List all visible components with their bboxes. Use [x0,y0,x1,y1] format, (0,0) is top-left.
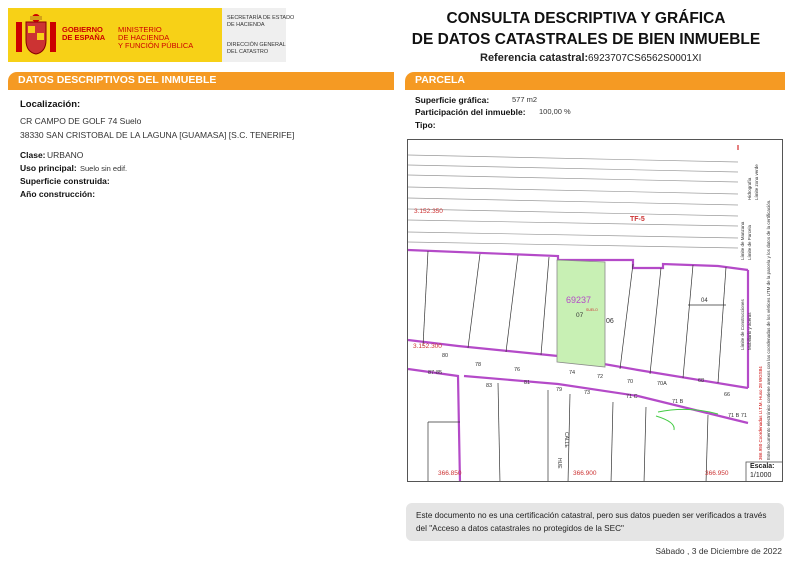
ref-value: 6923707CS6562S0001XI [588,53,702,64]
num-78: 78 [475,362,482,368]
parcel-06-label: 06 [606,318,614,325]
localizacion-label: Localización: [20,99,81,110]
direction-name: DIRECCIÓN GENERAL DEL CATASTRO [227,42,286,55]
section-underline [8,89,394,90]
sup-grafica-value: 577 m2 [512,95,538,104]
ref-label: Referencia catastral: [480,52,589,64]
legend-line-1: Límite de Manzana [740,221,745,260]
scale-label: Escala: [750,463,775,470]
sup-grafica-label: Superficie gráfica: [415,95,490,105]
scale-box [746,462,782,482]
legend-line-3: Límite de Construcciones [740,299,745,350]
coord-x-right: 366.950 [705,470,729,477]
road-label: TF-5 [630,216,645,223]
num-87-85: 87-85 [428,370,443,376]
participacion-label: Participación del inmueble: [415,107,526,117]
section-bar-inmueble: DATOS DESCRIPTIVOS DEL INMUEBLE [8,72,394,89]
page-title: CONSULTA DESCRIPTIVA Y GRÁFICA DE DATOS CATASTRALES DE BIEN INMUEBLE [411,10,761,48]
num-81: 81 [524,380,531,386]
document-date: Sábado , 3 de Diciembre de 2022 [655,546,782,556]
legend-line-4: Mobiliario y aceras [747,312,752,350]
num-71B71: 71 B 71 [728,413,747,419]
tipo-label: Tipo: [415,120,436,130]
coord-x-left: 366.850 [438,470,462,477]
anio-label: Año construcción: [20,189,96,199]
num-66: 66 [724,392,731,398]
coord-x-mid: 366.900 [573,470,597,477]
num-79: 79 [556,387,563,393]
num-71C: 71 C [626,394,638,400]
num-70: 70 [627,379,634,385]
num-70A: 70A [657,381,667,387]
num-80: 80 [442,353,449,359]
address-line1: CR CAMPO DE GOLF 74 Suelo [20,116,142,126]
parcel-main-label: 69237 [566,295,592,305]
ministry-name: MINISTERIO DE HACIENDA Y FUNCIÓN PÚBLICA [118,25,194,50]
coord-y-top: 3.152.350 [414,208,443,215]
participacion-value: 100,00 % [539,107,571,116]
address-line2: 38330 SAN CRISTOBAL DE LA LAGUNA [GUAMASA] [S.C. TENERIFE] [20,130,295,140]
cadastral-map [407,139,783,482]
num-73: 73 [584,390,591,396]
legend-line-5: Límite zona verde [754,164,759,200]
legend-line-6: Hidrografía [747,177,752,200]
sup-construida-label: Superficie construida: [20,176,110,186]
disclaimer-notice: Este documento no es una certificación catastral, pero sus datos pueden ser verificados a través del "Acceso a datos catastrales no protegidos de la SEC" [406,503,784,541]
side-note: 366.950 Coordenadas U.T.M. Huso 28 WGS84 [758,366,763,460]
num-83: 83 [486,383,493,389]
num-76: 76 [514,367,521,373]
parcel-04-label: 04 [701,298,708,304]
section-underline-right [405,89,785,90]
uso-value: Suelo sin edif. [80,164,128,173]
parcel-sub-label: 07 [576,312,584,319]
uso-label: Uso principal: [20,163,77,173]
secretariat-name: SECRETARÍA DE ESTADO DE HACIENDA [227,15,295,28]
num-68b: 68 [698,378,705,384]
road-lines [408,155,738,248]
map-svg [408,140,783,482]
section-bar-parcela: PARCELA [405,72,785,89]
num-72: 72 [597,374,604,380]
gov-name: GOBIERNO DE ESPAÑA [62,25,106,42]
legend-line-2: Límite de Parcela [747,224,752,260]
coat-of-arms-icon [14,12,58,58]
suelo-label: SUELO [586,308,598,312]
street-label: CALLE [563,432,569,448]
side-note-2: Este documento electrónico contiene anexos con las coordenadas de los vértices UTM de la parcela y los datos de la certificación. [766,199,771,460]
clase-value: URBANO [47,150,84,160]
coord-y-mid: 3.152.300 [413,343,442,350]
scale-value: 1/1000 [750,472,772,479]
num-74: 74 [569,370,576,376]
num-71B: 71 B [672,399,684,405]
street-label-2: HUE [556,458,562,469]
clase-label: Clase: [20,150,46,160]
